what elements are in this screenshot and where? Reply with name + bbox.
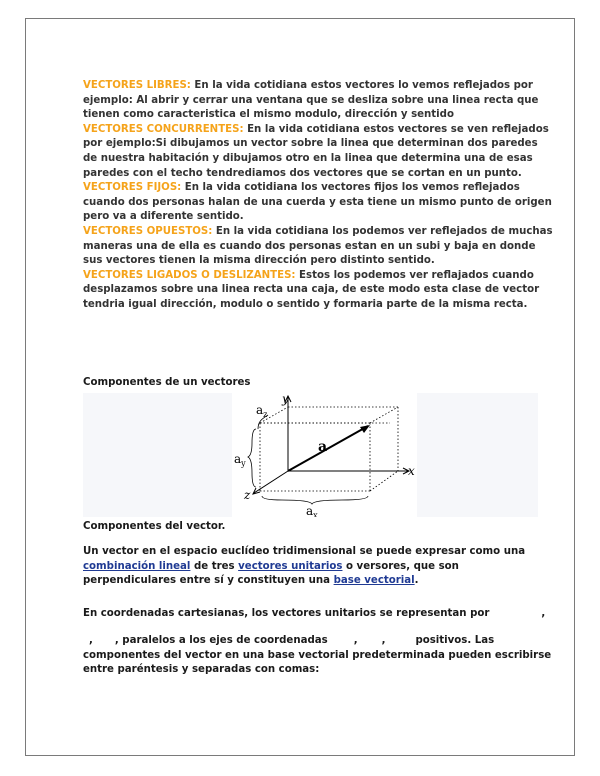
type-label: VECTORES CONCURRENTES:	[83, 123, 244, 135]
type-label: VECTORES FIJOS:	[83, 182, 182, 194]
components-paragraph	[83, 545, 553, 589]
type-text: En la vida cotidiana los vectores fijos los vemos reflejados cuando dos personas halan de una cuerda y esta tiene un mismo punto de origen pero va a diferente sentido.	[83, 182, 552, 223]
separator: ,	[353, 635, 358, 646]
components-title: Componentes de un vectores	[83, 377, 251, 388]
label-y: y	[282, 393, 289, 406]
text: En coordenadas cartesianas, los vectores unitarios se representan por	[83, 608, 490, 619]
label-az: $a_z$	[256, 403, 268, 419]
separator: ,	[541, 608, 546, 619]
type-label: VECTORES OPUESTOS:	[83, 225, 213, 237]
type-text: En la vida cotidiana los podemos ver reflejados de muchas maneras una de ella es cuando dos personas estan en un subi y baja en donde sus vectores tienen la misma dirección pero distinto sentido.	[83, 225, 553, 267]
type-label: VECTORES LIGADOS O DESLIZANTES:	[83, 269, 296, 281]
label-z: z	[244, 488, 251, 502]
text: o versores, que son perpendiculares entre sí y constituyen una	[83, 560, 459, 586]
link-base-vectorial[interactable]: base vectorial	[333, 575, 415, 586]
vector-a	[288, 425, 370, 471]
text: de tres	[190, 560, 239, 572]
type-libres	[83, 79, 553, 123]
brace-ax	[262, 496, 368, 504]
type-text: Estos los podemos ver reflajados cuando desplazamos sobre una linea recta una caja, de este modo esta clase de vector tendria igual dirección, modulo o sentido y formaria parte de la misma recta.	[83, 269, 540, 310]
figure-caption: Componentes del vector.	[83, 521, 226, 532]
type-label: VECTORES LIBRES:	[83, 80, 191, 91]
link-combinacion-lineal[interactable]: combinación lineal	[83, 560, 191, 572]
text: positivos. Las componentes del vector en una base vectorial predeterminada pueden escribirse entre paréntesis y separadas con comas:	[83, 635, 552, 675]
text: , paralelos a los ejes de coordenadas	[114, 635, 328, 646]
separator: ,	[89, 635, 93, 646]
type-ligados	[83, 269, 553, 313]
vector-components-figure	[232, 393, 417, 517]
type-fijos	[83, 181, 553, 225]
type-concurrentes	[83, 123, 553, 181]
cartesian-paragraph	[83, 607, 553, 622]
parallel-paragraph	[83, 634, 553, 678]
brace-ay	[248, 429, 256, 487]
type-opuestos	[83, 225, 553, 269]
label-ay: $a_y$	[234, 452, 246, 468]
label-a: a	[318, 439, 328, 455]
z-axis	[254, 471, 288, 493]
link-vectores-unitarios[interactable]: vectores unitarios	[238, 560, 343, 572]
label-x: x	[408, 464, 415, 478]
vector-types-section	[83, 79, 553, 313]
text: .	[414, 575, 419, 586]
text: Un vector en el espacio euclídeo tridimensional se puede expresar como una	[83, 546, 526, 557]
label-ax: $a_x$	[306, 504, 318, 517]
type-text: En la vida cotidiana estos vectores lo vemos reflejados por ejemplo: Al abrir y cerrar una ventana que se desliza sobre una linea recta que tienen como caracteristica el mismo modulo, dirección y sentido	[83, 80, 539, 121]
separator: ,	[381, 635, 386, 646]
type-text: En la vida cotidiana estos vectores se ven reflejados por ejemplo:Si dibujamos un vector sobre la linea que determinan dos paredes de nuestra habitación y dibujamos otro en la linea que determina una de esas paredes con el techo tendrediamos dos vectores que se cortan en un punto.	[83, 123, 549, 179]
